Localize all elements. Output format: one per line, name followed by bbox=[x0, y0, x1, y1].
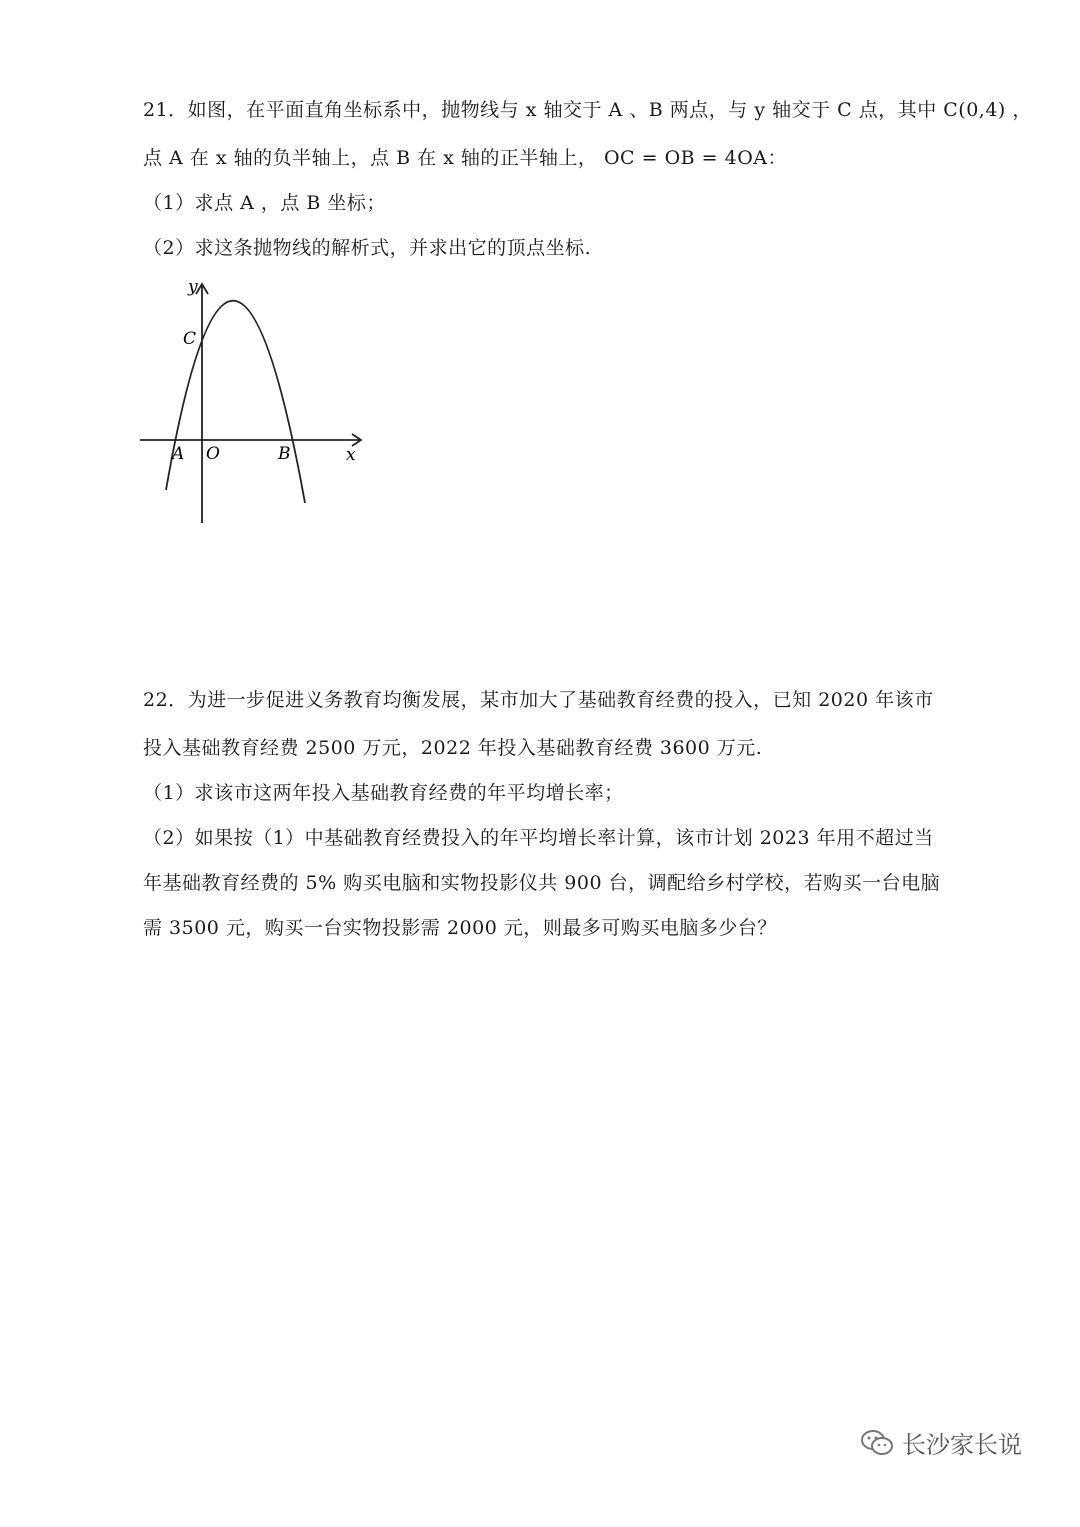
watermark bbox=[860, 1425, 1022, 1460]
watermark-text: 长沙家长说 bbox=[902, 1431, 1022, 1459]
q22-line-4: （2）如果按（1）中基础教育经费投入的年平均增长率计算，该市计划 2023 年用不超过当 bbox=[143, 827, 934, 849]
wechat-icon bbox=[860, 1428, 894, 1458]
q22-line-3: （1）求该市这两年投入基础教育经费的年平均增长率； bbox=[143, 782, 624, 804]
q22-line-6: 需 3500 元，购买一台实物投影需 2000 元，则最多可购买电脑多少台？ bbox=[143, 917, 777, 939]
q22-line-1: 22．为进一步促进义务教育均衡发展，某市加大了基础教育经费的投入，已知 2020 年该市 bbox=[143, 689, 934, 711]
label-o: O bbox=[206, 444, 220, 464]
parabola-figure bbox=[130, 270, 370, 535]
q21-line-4: （2）求这条抛物线的解析式，并求出它的顶点坐标. bbox=[143, 237, 592, 259]
q21-line-1: 21．如图，在平面直角坐标系中，抛物线与 x 轴交于 A 、B 两点，与 y 轴交于 C 点，其中 C(0,4) ， bbox=[143, 99, 1032, 121]
label-c: C bbox=[183, 329, 197, 349]
q22-line-5: 年基础教育经费的 5% 购买电脑和实物投影仪共 900 台，调配给乡村学校，若购买一台电脑 bbox=[143, 872, 941, 894]
label-a: A bbox=[172, 444, 185, 464]
q21-line-3: （1）求点 A ，点 B 坐标； bbox=[143, 192, 386, 214]
label-y: y bbox=[188, 277, 198, 297]
q22-line-2: 投入基础教育经费 2500 万元，2022 年投入基础教育经费 3600 万元. bbox=[143, 737, 763, 759]
label-b: B bbox=[278, 444, 291, 464]
q21-line-2: 点 A 在 x 轴的负半轴上，点 B 在 x 轴的正半轴上， OC = OB = 4OA： bbox=[143, 147, 788, 169]
label-x: x bbox=[346, 445, 356, 465]
